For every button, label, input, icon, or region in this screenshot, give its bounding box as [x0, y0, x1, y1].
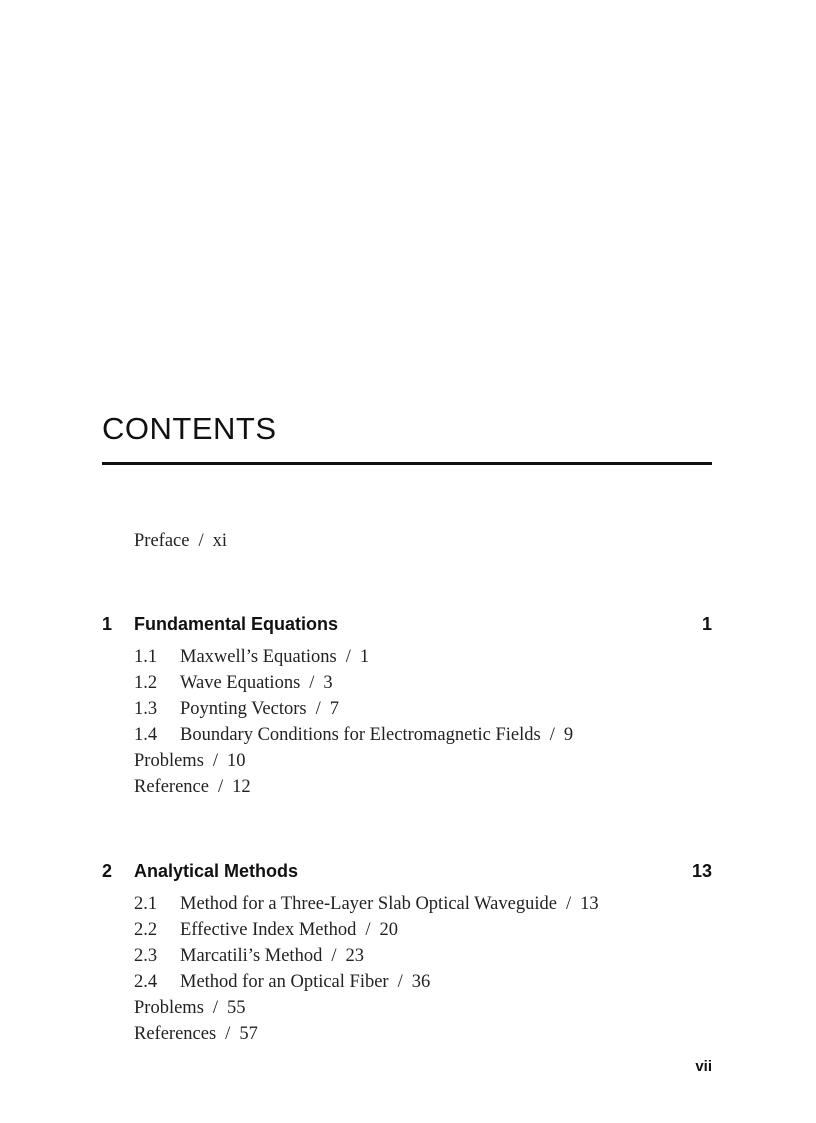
chapter-page: 1 [701, 614, 712, 634]
section-number: 2.4 [134, 972, 158, 992]
separator: / [212, 751, 219, 771]
extra-title: References [134, 1024, 217, 1044]
chapter-number: 2 [102, 861, 113, 881]
separator: / [331, 946, 337, 966]
section-number: 1.2 [134, 673, 158, 693]
separator: / [397, 972, 403, 992]
toc-section[interactable] [134, 919, 712, 945]
title-rule [102, 462, 712, 465]
section-title: Method for a Three-Layer Slab Optical Waveguide [180, 894, 557, 914]
section-title: Method for an Optical Fiber [180, 972, 389, 992]
chapter-title: Analytical Methods [134, 861, 299, 881]
section-page: 23 [345, 946, 364, 966]
toc-extra[interactable] [134, 750, 712, 776]
section-page: 7 [329, 699, 339, 719]
section-page: 36 [411, 972, 431, 992]
separator: / [225, 1024, 231, 1044]
section-title: Effective Index Method [180, 920, 357, 940]
toc-section[interactable] [134, 893, 712, 919]
section-title: Poynting Vectors [180, 699, 307, 719]
section-number: 2.1 [134, 894, 158, 914]
section-page: 1 [359, 647, 370, 667]
extra-title: Problems [134, 998, 204, 1018]
preface-label: Preface [134, 531, 190, 551]
toc-section[interactable] [134, 698, 712, 724]
section-title: Wave Equations [180, 673, 301, 693]
toc-section[interactable] [134, 971, 712, 997]
section-number: 2.3 [134, 946, 158, 966]
preface-page: xi [212, 531, 227, 551]
section-title: Marcatili’s Method [180, 946, 323, 966]
separator: / [212, 998, 219, 1018]
page-title: CONTENTS [102, 411, 277, 446]
chapter-entries [102, 646, 712, 802]
extra-page: 10 [227, 751, 246, 771]
chapter-entries [102, 893, 712, 1049]
section-number: 1.4 [134, 725, 158, 745]
toc-extra[interactable] [134, 1023, 712, 1049]
toc-section[interactable] [134, 672, 712, 698]
separator: / [345, 647, 351, 667]
chapter-page: 13 [691, 861, 712, 881]
preface-entry[interactable] [134, 531, 227, 552]
chapter-heading[interactable] [102, 861, 712, 885]
section-page: 9 [563, 725, 574, 745]
separator: / [365, 920, 371, 940]
section-number: 1.1 [134, 647, 158, 667]
chapter-heading[interactable] [102, 614, 712, 638]
toc-section[interactable] [134, 724, 712, 750]
section-number: 1.3 [134, 699, 158, 719]
extra-page: 55 [227, 998, 246, 1018]
separator: / [315, 699, 321, 719]
section-number: 2.2 [134, 920, 158, 940]
extra-page: 12 [232, 777, 251, 797]
section-page: 13 [580, 894, 599, 914]
toc-section[interactable] [134, 646, 712, 672]
extra-title: Problems [134, 751, 204, 771]
toc-section[interactable] [134, 945, 712, 971]
chapter-number: 1 [102, 614, 113, 634]
section-page: 20 [379, 920, 399, 940]
toc-extra[interactable] [134, 776, 712, 802]
separator: / [565, 894, 572, 914]
page-folio: vii [695, 1058, 712, 1075]
separator: / [549, 725, 555, 745]
section-page: 3 [323, 673, 333, 693]
separator: / [198, 531, 204, 551]
toc-extra[interactable] [134, 997, 712, 1023]
separator: / [217, 777, 224, 797]
extra-page: 57 [239, 1024, 258, 1044]
extra-title: Reference [134, 777, 209, 797]
separator: / [309, 673, 315, 693]
chapter-2 [102, 861, 712, 1049]
section-title: Maxwell’s Equations [180, 647, 337, 667]
section-title: Boundary Conditions for Electromagnetic Fields [180, 725, 541, 745]
chapter-1 [102, 614, 712, 802]
chapter-title: Fundamental Equations [134, 614, 339, 634]
